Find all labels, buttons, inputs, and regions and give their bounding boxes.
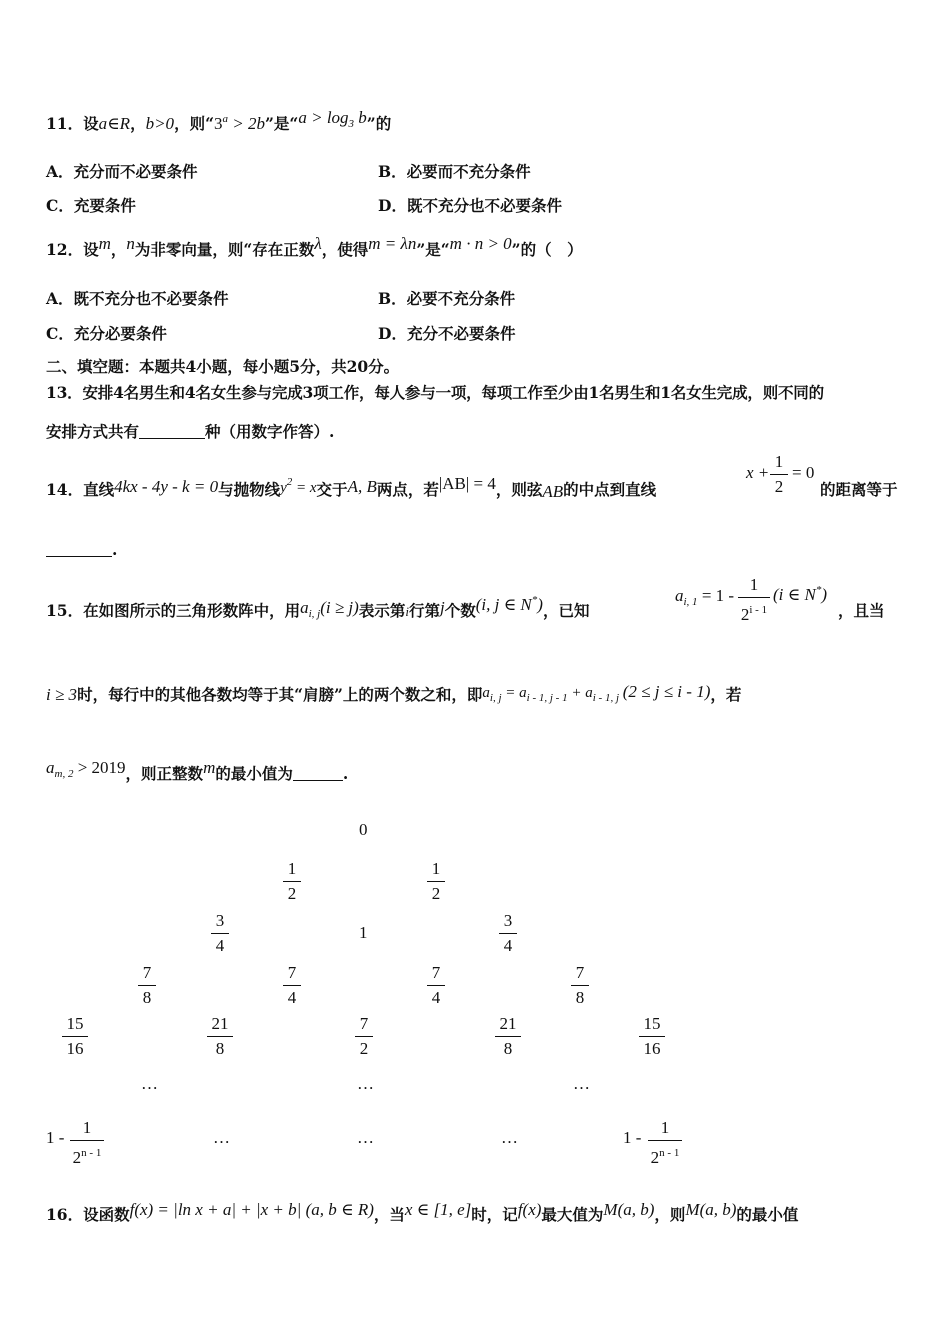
q15-text-2: 表示第 bbox=[358, 601, 406, 620]
q16-interval: x ∈ [1, e] bbox=[404, 1200, 472, 1219]
q11-cond-a: a∈R bbox=[98, 114, 131, 133]
q14-line2-rhs: = 0 bbox=[792, 463, 815, 482]
q16-max: M(a, b) bbox=[603, 1200, 655, 1219]
q12-option-c: C．充分必要条件 bbox=[46, 324, 167, 343]
q14-fraction-half: 1 2 bbox=[770, 452, 788, 497]
q16-fx: f(x) bbox=[517, 1200, 542, 1219]
q15-given-lhs: $a_{i, 1} = 1$ - bbox=[675, 586, 735, 608]
q15-text-5: ，已知 bbox=[542, 601, 590, 620]
q11-cond-b: b>0 bbox=[145, 114, 175, 133]
q14-chord: AB bbox=[542, 482, 564, 501]
q11-line bbox=[46, 108, 392, 136]
q11-quote-open: “ bbox=[205, 114, 214, 133]
q11-cond-1: $3^a > 2b$ bbox=[214, 113, 265, 133]
q12-line bbox=[46, 234, 583, 260]
triangle-r5-1: 15 16 bbox=[62, 1014, 88, 1059]
q15-line3-text-1: ，则正整数 bbox=[125, 764, 204, 783]
q14-parabola-eq: $y^2 = x$ bbox=[280, 476, 317, 496]
triangle-dots-2: … bbox=[357, 1074, 374, 1093]
triangle-dots-5: … bbox=[357, 1128, 374, 1147]
q14-text-6: 的中点到直线 bbox=[563, 480, 657, 499]
q11-text-3: 是 bbox=[273, 114, 290, 133]
q14-answer-blank[interactable] bbox=[46, 542, 112, 557]
q16-text-2: ，当 bbox=[373, 1205, 405, 1224]
q11-text-2: ，则 bbox=[174, 114, 206, 133]
triangle-r3-3: 3 4 bbox=[499, 911, 517, 956]
q16-text-3: 时，记 bbox=[471, 1205, 518, 1224]
q15-text-4: 个数 bbox=[444, 601, 476, 620]
q14-line-eq: 4kx - 4y - k = 0 bbox=[114, 477, 219, 496]
triangle-r4-1: 7 8 bbox=[138, 963, 156, 1008]
q13-answer-blank[interactable] bbox=[139, 424, 205, 439]
triangle-r5-4: 21 8 bbox=[495, 1014, 521, 1059]
q16-text-6: 的最小值 bbox=[736, 1205, 799, 1224]
q14-points: A, B bbox=[347, 477, 377, 496]
q15-notation: $a_{i, j}(i \ge j)$ bbox=[300, 598, 359, 620]
triangle-dots-3: … bbox=[573, 1074, 590, 1093]
q13-text-a: 安排方式共有 bbox=[46, 422, 140, 441]
triangle-last-right-pre: 1 - bbox=[623, 1128, 642, 1147]
q14-chord-length: |AB| = 4 bbox=[438, 474, 496, 493]
q15-domain: (i, j ∈ N*) bbox=[475, 594, 543, 614]
q13-line-2 bbox=[46, 420, 334, 442]
triangle-r1: 0 bbox=[359, 820, 368, 839]
q16-line bbox=[46, 1200, 799, 1225]
triangle-r2-2: 1 2 bbox=[427, 859, 445, 904]
q12-text-1: 设 bbox=[83, 240, 99, 259]
q15-line-1 bbox=[46, 594, 590, 623]
q16-max-2: M(a, b) bbox=[685, 1200, 737, 1219]
q14-text-4: 两点，若 bbox=[376, 480, 439, 499]
q11-option-d: D．既不充分也不必要条件 bbox=[378, 196, 562, 215]
triangle-r5-5: 15 16 bbox=[639, 1014, 665, 1059]
q15-line2-text-1: 时，每行中的其他各数均等于其“肩膀”上的两个数之和，即 bbox=[77, 685, 483, 704]
q11-option-c: C．充要条件 bbox=[46, 196, 136, 215]
q12-text-3: ，使得 bbox=[321, 240, 369, 259]
q14-text-2: 与抛物线 bbox=[218, 480, 281, 499]
q16-function: f(x) = |ln x + a| + |x + b| (a, b ∈ R) bbox=[129, 1200, 374, 1219]
q12-option-d: D．充分不必要条件 bbox=[378, 324, 516, 343]
triangle-r3-1: 3 4 bbox=[211, 911, 229, 956]
q16-number: 16． bbox=[46, 1205, 84, 1224]
q12-cond-2: m · n > 0 bbox=[449, 234, 512, 253]
q14-text-7: 的距离等于 bbox=[820, 480, 898, 499]
q16-text-5: ，则 bbox=[654, 1205, 686, 1224]
q11-text-1: 设 bbox=[83, 114, 99, 133]
q15-recurrence: $a_{i, j} = a_{i - 1, j - 1} + a_{i - 1, j}$ (2 ≤ j ≤ i - 1) bbox=[482, 682, 711, 704]
q14-text-5: ，则弦 bbox=[495, 480, 543, 499]
q13-line-1: 13．安排4名男生和4名女生参与完成3项工作，每人参与一项，每项工作至少由1名男生和1名女生完成，则不同的 bbox=[46, 383, 824, 402]
q12-option-a: A．既不充分也不必要条件 bbox=[46, 289, 229, 308]
q16-text-1: 设函数 bbox=[83, 1205, 130, 1224]
q15-line-3: $a_{m, 2} > 2019$，则正整数m的最小值为 . bbox=[46, 758, 349, 783]
q15-text-3: 行第 bbox=[408, 601, 440, 620]
q12-text-2: 为非零向量，则“存在正数 bbox=[134, 240, 315, 259]
triangle-last-left-pre: 1 - bbox=[46, 1128, 65, 1147]
q12-text-5: ”的（ ） bbox=[511, 240, 583, 259]
q15-condition-i: i ≥ 3 bbox=[46, 685, 78, 704]
q15-line3-text-2: 的最小值为 bbox=[215, 764, 293, 783]
q14-answer-line: . bbox=[46, 540, 117, 559]
q12-number: 12． bbox=[46, 240, 84, 259]
triangle-r4-4: 7 8 bbox=[571, 963, 589, 1008]
triangle-r4-2: 7 4 bbox=[283, 963, 301, 1008]
triangle-r5-3: 7 2 bbox=[355, 1014, 373, 1059]
q13-text-b: 种（用数字作答）. bbox=[205, 422, 335, 441]
q15-given-domain: (i ∈ N*) bbox=[773, 584, 827, 604]
q11-quote-close-2: ” bbox=[366, 114, 376, 133]
q12-lambda: λ bbox=[314, 234, 322, 253]
q11-quote-close: ” bbox=[264, 114, 274, 133]
section-heading: 二、填空题：本题共4小题，每小题5分，共20分。 bbox=[46, 357, 400, 376]
triangle-last-right-frac: 1 2$^{n - 1}$ bbox=[648, 1118, 682, 1168]
q15-text-1: 在如图所示的三角形数阵中，用 bbox=[83, 601, 301, 620]
q15-given-fraction: 1 2$^{i - 1}$ bbox=[738, 575, 770, 625]
triangle-r2-1: 1 2 bbox=[283, 859, 301, 904]
q11-quote-open-2: “ bbox=[289, 114, 299, 133]
q12-sep: ， bbox=[110, 240, 127, 259]
q15-col-j: j bbox=[439, 598, 445, 617]
triangle-last-left-frac: 1 2$^{n - 1}$ bbox=[70, 1118, 104, 1168]
q12-vector-n: n bbox=[126, 234, 135, 253]
q11-cond-2: $a > \log_3 b$ bbox=[298, 108, 367, 130]
q12-option-b: B．必要不充分条件 bbox=[378, 289, 516, 308]
q15-target: $a_{m, 2} > 2019$ bbox=[46, 758, 126, 780]
q15-var-m: m bbox=[203, 758, 216, 777]
q15-text-6: ，且当 bbox=[838, 601, 885, 620]
q11-text-4: 的 bbox=[375, 114, 392, 133]
q15-number: 15． bbox=[46, 601, 84, 620]
triangle-r5-2: 21 8 bbox=[207, 1014, 233, 1059]
q15-answer-blank[interactable] bbox=[293, 766, 343, 781]
q11-sep: ， bbox=[130, 114, 146, 133]
q12-cond-1: m = λn bbox=[368, 234, 417, 253]
q14-line bbox=[46, 474, 657, 501]
q14-line2-lhs: x + bbox=[746, 463, 770, 482]
triangle-dots-1: … bbox=[141, 1074, 158, 1093]
q15-line-2 bbox=[46, 683, 741, 707]
triangle-dots-6: … bbox=[501, 1128, 518, 1147]
triangle-dots-4: … bbox=[213, 1128, 230, 1147]
q16-text-4: 最大值为 bbox=[541, 1205, 604, 1224]
q14-text-1: 直线 bbox=[83, 480, 115, 499]
triangle-r3-2: 1 bbox=[359, 923, 368, 942]
q15-line2-text-2: ，若 bbox=[710, 685, 742, 704]
q11-number: 11． bbox=[46, 114, 84, 133]
q11-option-b: B．必要而不充分条件 bbox=[378, 162, 531, 181]
triangle-r4-3: 7 4 bbox=[427, 963, 445, 1008]
q14-number: 14． bbox=[46, 480, 84, 499]
q11-option-a: A．充分而不必要条件 bbox=[46, 162, 198, 181]
q14-text-3: 交于 bbox=[316, 480, 348, 499]
q15-row-i: i bbox=[405, 604, 409, 619]
q12-vector-m: m bbox=[98, 234, 111, 253]
q12-text-4: ”是“ bbox=[416, 240, 450, 259]
